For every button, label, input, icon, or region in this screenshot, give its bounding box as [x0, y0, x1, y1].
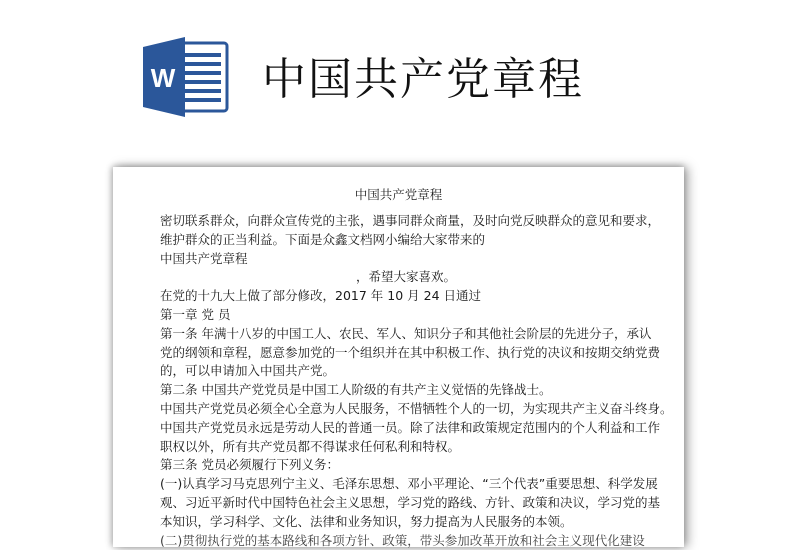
doc-line: 中国共产党党员必须全心全意为人民服务，不惜牺牲个人的一切，为实现共产主义奋斗终身。 [160, 400, 673, 416]
page-title: 中国共产党章程 [262, 54, 584, 105]
doc-line: (一)认真学习马克思列宁主义、毛泽东思想、邓小平理论、“三个代表”重要思想、科学发展 [160, 476, 658, 492]
doc-line: 第二条 中国共产党党员是中国工人阶级的有共产主义觉悟的先锋战士。 [160, 382, 552, 398]
doc-line: (二)贯彻执行党的基本路线和各项方针、政策，带头参加改革开放和社会主义现代化建设 [160, 532, 645, 548]
doc-line: 密切联系群众，向群众宣传党的主张，遇事同群众商量，及时向党反映群众的意见和要求， [160, 213, 661, 228]
doc-line: ，希望大家喜欢。 [356, 269, 457, 285]
document-page [113, 167, 684, 547]
doc-line: 中国共产党章程 [160, 250, 248, 266]
doc-line: 第三条 党员必须履行下列义务： [160, 457, 339, 473]
document-body [160, 212, 673, 550]
doc-line: 维护群众的正当利益。下面是众鑫文档网小编给大家带来的 [160, 231, 486, 247]
word-icon [141, 37, 229, 117]
doc-line: 党的纲领和章程，愿意参加党的一个组织并在其中积极工作、执行党的决议和按期交纳党费 [160, 344, 661, 360]
doc-line: 在党的十九大上做了部分修改，2017 年 10 月 24 日通过 [160, 288, 481, 304]
doc-line: 观、习近平新时代中国特色社会主义思想，学习党的路线、方针、政策和决议，学习党的基 [160, 494, 661, 510]
preview-header [0, 0, 800, 150]
document-title: 中国共产党章程 [354, 187, 443, 202]
svg-text:W: W [150, 63, 176, 93]
doc-line: 本知识，学习科学、文化、法律和业务知识，努力提高为人民服务的本领。 [160, 513, 573, 529]
doc-line: 的，可以申请加入中国共产党。 [160, 363, 336, 379]
doc-line: 中国共产党党员永远是劳动人民的普通一员。除了法律和政策规定范围内的个人利益和工作 [160, 419, 661, 435]
chapter-heading: 第一章 党 员 [160, 306, 231, 322]
doc-line: 职权以外，所有共产党员都不得谋求任何私利和特权。 [160, 438, 461, 454]
doc-line: 第一条 年满十八岁的中国工人、农民、军人、知识分子和其他社会阶层的先进分子，承认 [160, 325, 652, 341]
